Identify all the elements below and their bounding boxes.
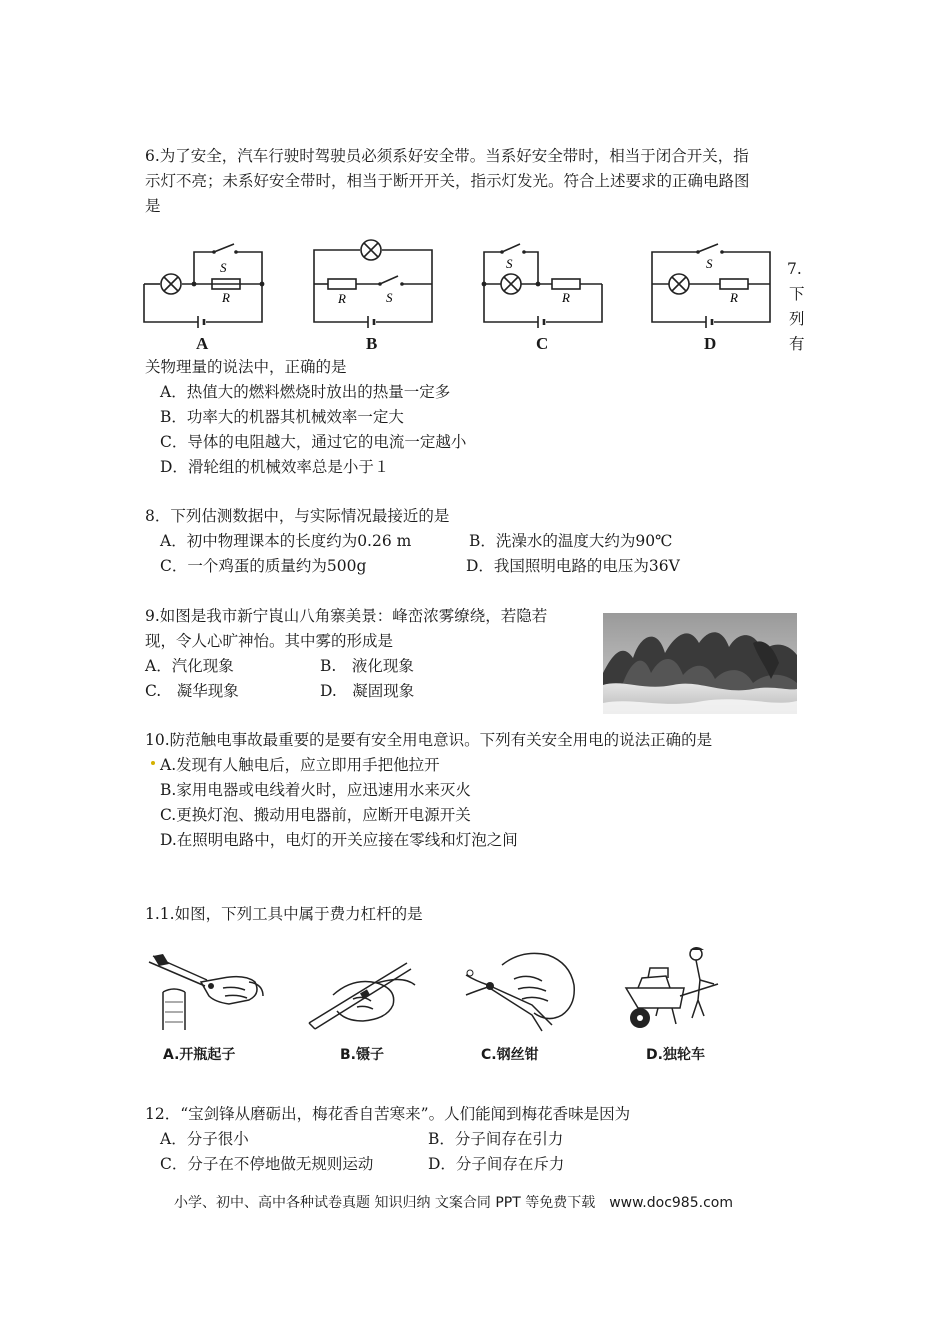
circuit-b-resistor-label: R [338,291,346,306]
circuit-diagram-c [478,240,608,330]
q10-option-c: C.更换灯泡、搬动用电器前，应断开电源开关 [160,806,471,824]
q9-option-a: A．汽化现象 [145,657,234,675]
circuit-diagram-d [646,240,776,330]
q9-line-1: 9.如图是我市新宁崀山八角寨美景：峰峦浓雾缭绕，若隐若 [145,607,548,625]
circuit-d-switch-label: S [706,256,713,271]
q10-option-b: B.家用电器或电线着火时，应迅速用水来灭火 [160,781,471,799]
q12-option-d: D．分子间存在斥力 [428,1155,565,1173]
circuit-diagram-a [138,240,268,330]
tool-label-d: D.独轮车 [646,1047,705,1063]
yellow-dot-marker [151,761,155,765]
q10-option-d: D.在照明电路中，电灯的开关应接在零线和灯泡之间 [160,831,518,849]
q7-side-4: 有 [789,335,805,353]
circuit-label-a: A [196,334,209,353]
tweezers-illustration [303,955,418,1035]
q8-stem: 8．下列估测数据中，与实际情况最接近的是 [145,507,450,525]
q12-option-c: C．分子在不停地做无规则运动 [160,1155,374,1173]
q10-stem: 10.防范触电事故最重要的是要有安全用电意识。下列有关安全用电的说法正确的是 [145,731,713,749]
q9-line-2: 现，令人心旷神怡。其中雾的形成是 [145,632,394,650]
page-footer: 小学、初中、高中各种试卷真题 知识归纳 文案合同 PPT 等免费下载 www.doc985.com [174,1195,733,1211]
circuit-d-resistor-label: R [730,290,738,305]
q12-stem: 12．“宝剑锋从磨砺出，梅花香自苦寒来”。人们能闻到梅花香味是因为 [145,1105,631,1123]
circuit-label-b: B [366,334,378,353]
q8-option-a: A．初中物理课本的长度约为0.26 m [160,532,412,550]
q10-option-a: A.发现有人触电后，应立即用手把他拉开 [160,756,440,774]
q7-side-3: 列 [789,310,805,328]
q7-stem: 关物理量的说法中，正确的是 [145,358,347,376]
pliers-illustration [462,945,582,1035]
circuit-label-c: C [536,334,549,353]
q7-option-b: B．功率大的机器其机械效率一定大 [160,408,404,426]
q12-option-a: A．分子很小 [160,1130,249,1148]
circuit-b-switch-label: S [386,290,393,305]
q9-option-d: D. 凝固现象 [320,682,415,700]
q8-option-d: D．我国照明电路的电压为36V [466,557,680,575]
q7-side-1: 7. [787,260,802,278]
circuit-diagram-b [308,236,438,330]
q9-option-c: C. 凝华现象 [145,682,239,700]
q6-line-1: 6.为了安全，汽车行驶时驾驶员必须系好安全带。当系好安全带时，相当于闭合开关，指 [145,147,749,165]
q7-option-c: C．导体的电阻越大，通过它的电流一定越小 [160,433,467,451]
circuit-a-switch-label: S [220,260,227,275]
q9-option-b: B. 液化现象 [320,657,414,675]
circuit-label-d: D [704,334,717,353]
wheelbarrow-illustration [618,944,728,1034]
q7-option-a: A．热值大的燃料燃烧时放出的热量一定多 [160,383,451,401]
q6-line-2: 示灯不亮；未系好安全带时，相当于断开开关，指示灯发光。符合上述要求的正确电路图 [145,172,750,190]
tool-label-c: C.钢丝钳 [481,1047,539,1063]
q7-side-2: 下 [789,285,805,303]
q11-stem: 1.1.如图，下列工具中属于费力杠杆的是 [145,905,423,923]
circuit-c-resistor-label: R [562,290,570,305]
q8-option-c: C．一个鸡蛋的质量约为500g [160,557,367,575]
circuit-c-switch-label: S [506,256,513,271]
q12-option-b: B．分子间存在引力 [428,1130,564,1148]
bottle-opener-illustration [145,952,265,1032]
q7-option-d: D．滑轮组的机械效率总是小于１ [160,458,390,476]
tool-label-a: A.开瓶起子 [163,1047,236,1063]
q6-line-3: 是 [145,197,161,215]
tool-label-b: B.镊子 [340,1047,384,1063]
mountain-fog-photo [603,613,797,714]
q8-option-b: B．洗澡水的温度大约为90℃ [469,532,673,550]
circuit-a-resistor-label: R [222,290,230,305]
